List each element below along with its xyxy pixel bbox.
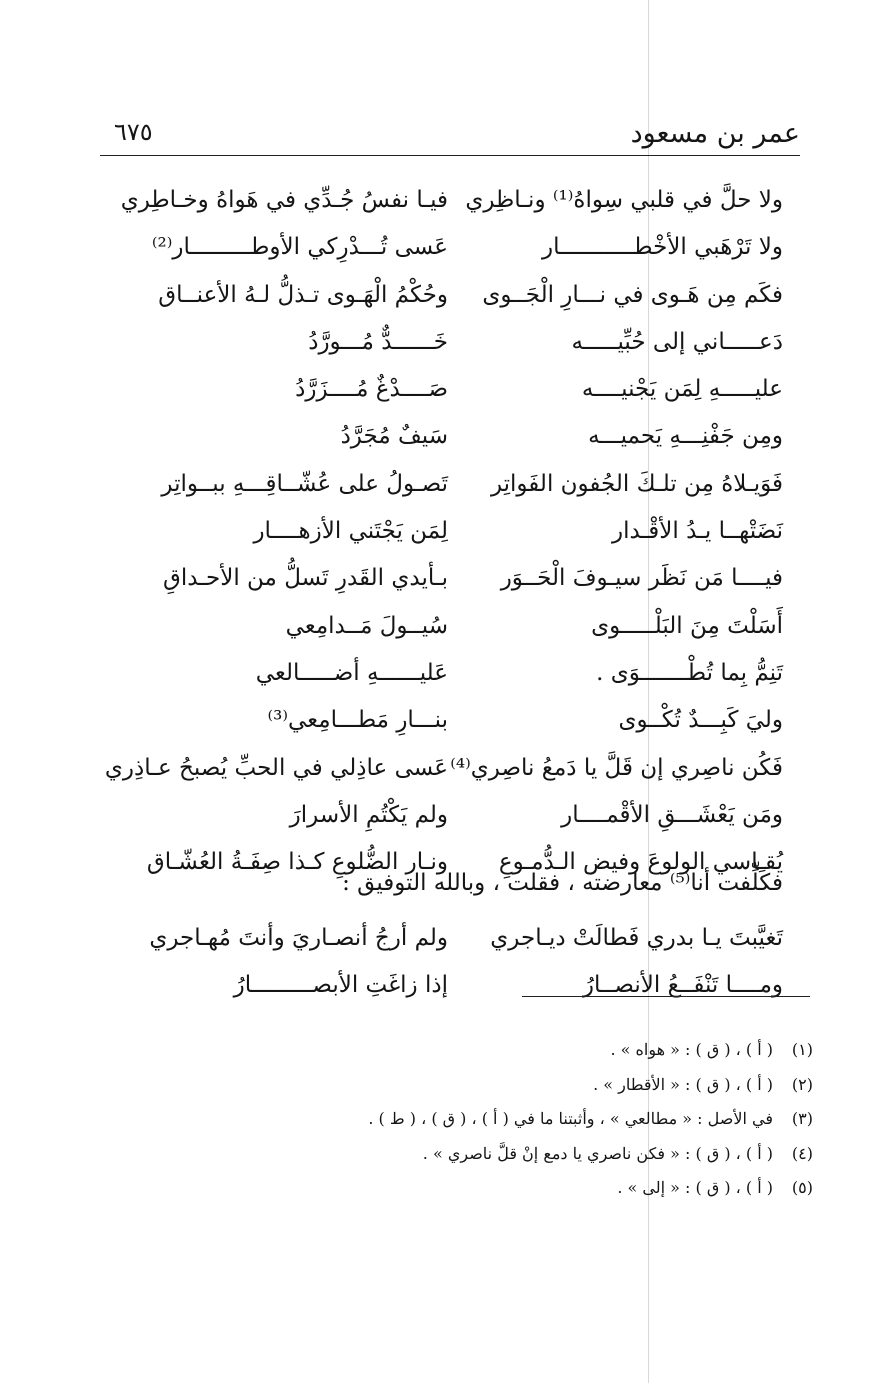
hemistich-left: وحُكْمُ الْهَـوى تـذلُّ لـهُ الأعنــاق xyxy=(158,281,448,308)
verse-row xyxy=(0,282,879,329)
verse-row xyxy=(0,423,879,470)
hemistich-right: أَسَلْتَ مِنَ البَلْـــــوى xyxy=(591,612,783,639)
hemistich-right: نَضَتْهــا يـدُ الأقْـدار xyxy=(611,518,783,545)
footnote-number: (٥) xyxy=(791,1178,813,1197)
verse-row xyxy=(0,187,879,234)
verse-row xyxy=(0,376,879,423)
footnote-number: (٤) xyxy=(791,1143,813,1163)
hemistich-left: إذا زاغَتِ الأبصـــــــــارُ xyxy=(233,972,448,999)
poem-1 xyxy=(0,187,879,896)
hemistich-left: عَسى تُـــدْرِكي الأوطـــــــــار⁽²⁾ xyxy=(151,234,448,261)
footnote xyxy=(253,1075,813,1110)
hemistich-left: ولم أرجُ أنصـاريَ وأنتَ مُهـاجري xyxy=(149,925,448,951)
hemistich-right: ومــــا تَنْفَــعُ الأنصــارُ xyxy=(582,972,783,999)
footnote-rule xyxy=(522,996,810,997)
verse-row xyxy=(0,234,879,281)
verse-row xyxy=(0,707,879,754)
hemistich-left: عَسى عاذِلي في الحبِّ يُصبحُ عـاذِري xyxy=(104,754,448,781)
footnote xyxy=(253,1040,813,1075)
footnote-number: (٢) xyxy=(791,1074,813,1094)
hemistich-left: فيـا نفسُ جُـدِّي في هَواهُ وخـاطِري xyxy=(120,187,448,213)
hemistich-right: دَعـــــاني إلى حُبِّيـــــه xyxy=(571,328,783,355)
hemistich-left: ونـار الضُّلوعِ كـذا صِفَـةُ العُشّـاق xyxy=(146,849,448,876)
header-rule xyxy=(100,155,800,156)
footnote-text: ( أ ) ، ( ق ) : « الأقطار » . xyxy=(593,1074,773,1094)
running-header xyxy=(100,118,800,154)
hemistich-right: ولا حلَّ في قلبي سِواهُ⁽¹⁾ ونـاظِري xyxy=(465,187,783,213)
hemistich-right: يُقـاسي الولوعَ وفيض الـدُّمـوعِ xyxy=(498,849,783,876)
footnote xyxy=(253,1178,813,1213)
verse-row xyxy=(0,518,879,565)
hemistich-right: فَوَيـلاهُ مِن تلـكَ الجُفون الفَواتِر xyxy=(490,470,783,497)
footnote-text: ( أ ) ، ( ق ) : « إلى » . xyxy=(617,1178,773,1197)
verse-row xyxy=(0,613,879,660)
hemistich-right: عليـــــهِ لِمَن يَجْنيــــه xyxy=(581,376,783,403)
verse-row xyxy=(0,565,879,612)
footnotes xyxy=(253,1040,813,1213)
hemistich-right: فيــــا مَن نَظَر سيـوفَ الْحَــوَر xyxy=(500,565,783,592)
hemistich-right: وليَ كَبِـــدٌ تُكْــوى xyxy=(618,707,783,734)
footnote xyxy=(253,1109,813,1144)
hemistich-left: لِمَن يَجْتَني الأزهــــار xyxy=(253,518,448,545)
verse-row xyxy=(0,802,879,849)
hemistich-left: سَيفٌ مُجَرَّدُ xyxy=(340,423,448,450)
verse-row xyxy=(0,660,879,707)
hemistich-right: ومِن جَفْنِـــهِ يَحميـــه xyxy=(588,423,783,450)
hemistich-left: صَــــدْغٌ مُــــزَرَّدُ xyxy=(295,376,448,403)
footnote-text: في الأصل : « مطالعي » ، وأثبتنا ما في ( أ ) ، ( ق ) ، ( ط ) . xyxy=(368,1109,773,1128)
footnote-text: ( أ ) ، ( ق ) : « فكن ناصري يا دمع إنْ قلَّ ناصري » . xyxy=(422,1143,773,1163)
verse-row xyxy=(0,471,879,518)
footnote xyxy=(253,1144,813,1179)
verse-row xyxy=(0,755,879,802)
footnote-text: ( أ ) ، ( ق ) : « هواه » . xyxy=(610,1040,773,1059)
hemistich-left: بنـــارِ مَطـــامِعي⁽³⁾ xyxy=(267,707,448,734)
footnote-number: (٣) xyxy=(791,1109,813,1128)
footnote-number: (١) xyxy=(791,1040,813,1059)
prose-line: فكَلِّفت أنا⁽⁵⁾ معارضته ، فقلت ، وبالله التوفيق : xyxy=(342,870,783,896)
hemistich-left: ولم يَكْتُمِ الأسرارَ xyxy=(289,801,448,828)
hemistich-right: ومَن يَعْشَـــقِ الأقْمــــار xyxy=(561,801,783,828)
poem-2 xyxy=(0,925,879,1020)
verse-row xyxy=(0,329,879,376)
hemistich-left: سُيــولَ مَــدامِعي xyxy=(285,612,448,639)
hemistich-right: تَنِمُّ بِما تُطْـــــــوَى . xyxy=(596,659,783,686)
hemistich-right: فَكُن ناصِري إن قَلَّ يا دَمعُ ناصِري⁽⁴⁾ xyxy=(450,754,783,781)
hemistich-left: بـأيدي القَدرِ تَسلُّ من الأحـداقِ xyxy=(162,565,448,592)
running-header-author: عمر بن مسعود xyxy=(630,118,800,149)
page-number: ٦٧٥ xyxy=(114,118,153,146)
hemistich-left: خَــــــدٌّ مُـــورَّدُ xyxy=(308,328,448,355)
hemistich-right: ولا تَرْهَبي الأخْطـــــــــــار xyxy=(541,234,783,261)
hemistich-left: عَليــــــهِ أضـــــالعي xyxy=(255,659,448,686)
hemistich-right: فكَم مِن هَـوى في نـــارِ الْجَــوى xyxy=(482,281,783,308)
hemistich-right: تَغيَّبتَ يـا بدري فَطالَتْ ديـاجري xyxy=(490,925,783,951)
hemistich-left: تَصـولُ على عُشّــاقِـــهِ ببــواتِر xyxy=(161,470,448,497)
verse-row xyxy=(0,925,879,972)
